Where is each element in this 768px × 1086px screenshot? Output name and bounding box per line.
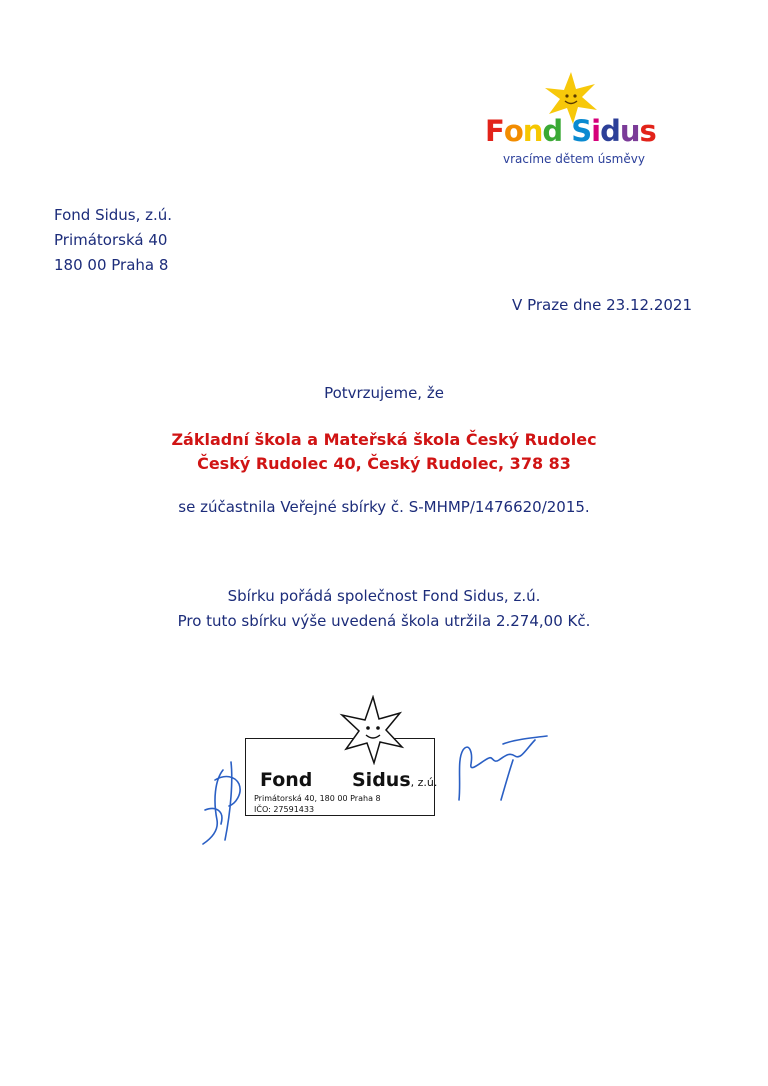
organization-stamp <box>245 738 438 816</box>
school-block <box>0 428 768 476</box>
logo-letter: n <box>522 114 543 148</box>
right-signature <box>443 730 553 810</box>
organizer-block <box>0 584 768 634</box>
sender-name: Fond Sidus, z.ú. <box>54 206 173 224</box>
organizer-text: Sbírku pořádá společnost Fond Sidus, z.ú. <box>227 587 541 605</box>
school-name: Základní škola a Mateřská škola Český Rudolec <box>171 430 597 449</box>
logo-letter: s <box>639 114 656 148</box>
logo-letter: d <box>542 114 563 148</box>
participation-text: se zúčastnila Veřejné sbírky č. S-MHMP/1476620/2015. <box>178 498 590 516</box>
stamp-address: Primátorská 40, 180 00 Praha 8 <box>254 794 381 803</box>
stamp-address-block <box>254 793 381 815</box>
sender-city: 180 00 Praha 8 <box>54 256 169 274</box>
logo-letter: F <box>485 114 504 148</box>
logo-wordmark <box>485 114 656 148</box>
sender-street: Primátorská 40 <box>54 231 168 249</box>
fond-sidus-logo <box>485 72 665 172</box>
date-line: V Praze dne 23.12.2021 <box>512 296 692 314</box>
logo-letter: d <box>600 114 620 148</box>
school-address: Český Rudolec 40, Český Rudolec, 378 83 <box>197 454 571 473</box>
stamp-star-icon <box>338 695 408 765</box>
stamp-ico: IČO: 27591433 <box>254 805 315 814</box>
logo-letter: o <box>503 114 523 148</box>
logo-letter: u <box>619 114 640 148</box>
confirm-text: Potvrzujeme, že <box>324 384 444 402</box>
stamp-suffix: , z.ú. <box>410 776 438 789</box>
amount-text: Pro tuto sbírku výše uvedená škola utržila 2.274,00 Kč. <box>177 612 591 630</box>
stamp-word-fond: Fond <box>260 769 313 791</box>
sender-address <box>54 203 172 278</box>
stamp-word-sidus <box>352 769 437 791</box>
logo-letter: S <box>571 114 592 148</box>
stamp-sidus-text: Sidus <box>352 769 411 791</box>
signature-area <box>195 690 555 850</box>
logo-letter: i <box>591 114 601 148</box>
logo-letter <box>562 114 571 148</box>
logo-tagline: vracíme dětem úsměvy <box>503 152 645 166</box>
